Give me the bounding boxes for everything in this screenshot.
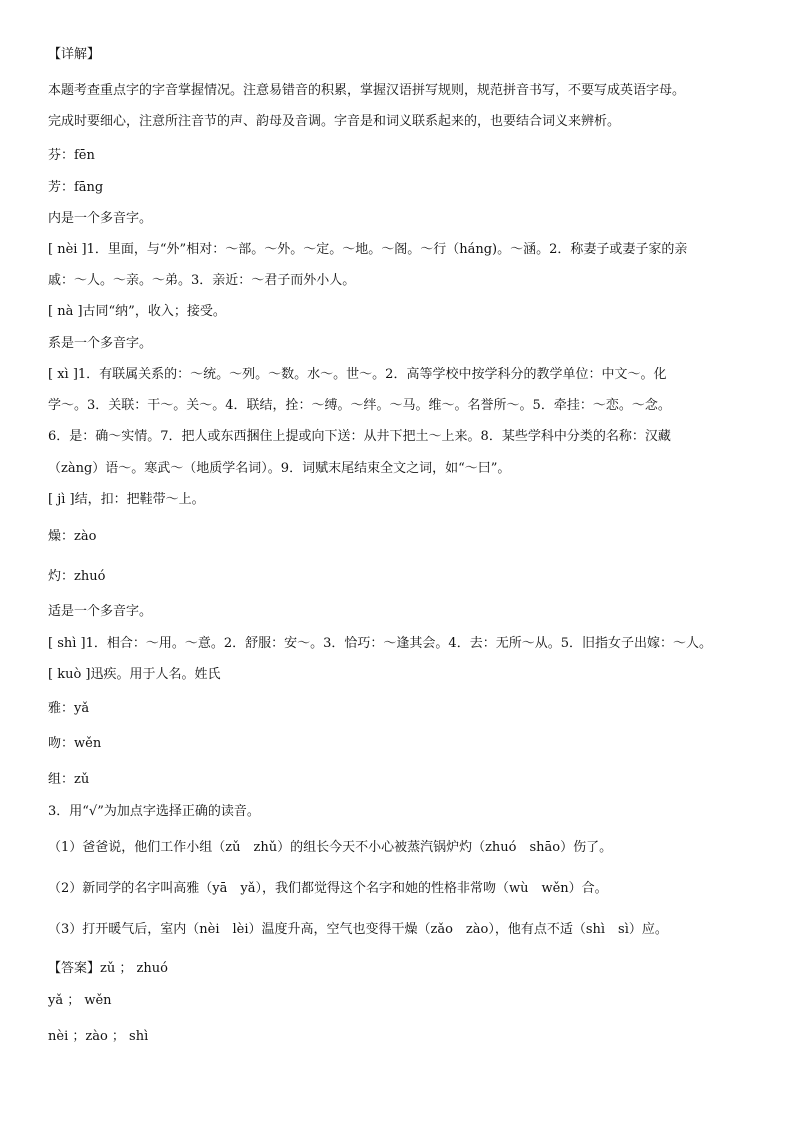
text-line: 内是一个多音字。 — [48, 211, 153, 226]
text-line: 6．是：确～实情。7．把人或东西捆住上提或向下送：从井下把土～上来。8．某些学科中分类的名称：汉藏 — [48, 429, 671, 444]
text-line: 雅：yǎ — [48, 701, 90, 716]
text-line: 组：zǔ — [48, 772, 90, 787]
text-line: 芳：fāng — [48, 180, 104, 195]
text-line: 芬：fēn — [48, 148, 95, 163]
section-heading-explanation: 【详解】 — [48, 47, 101, 62]
text-line: （zàng）语～。寒武～（地质学名词）。9．词赋末尾结束全文之词，如“～曰”。 — [48, 461, 511, 476]
text-line: 系是一个多音字。 — [48, 336, 153, 351]
text-line: 本题考查重点字的字音掌握情况。注意易错音的积累，掌握汉语拼写规则，规范拼音书写，不要写成英语字母。 — [48, 83, 686, 98]
text-line: 吻：wěn — [48, 736, 102, 751]
question-item-3: （3）打开暖气后，室内（nèi lèi）温度升高，空气也变得干燥（zǎo zào），他有点不适（shì sì）应。 — [48, 922, 668, 937]
question-item-1: （1）爸爸说，他们工作小组（zǔ zhǔ）的组长今天不小心被蒸汽锅炉灼（zhuó shāo）伤了。 — [48, 840, 613, 855]
text-line: [ kuò ]迅疾。用于人名。姓氏 — [48, 667, 221, 682]
answer-line: yǎ ； wěn — [48, 993, 112, 1008]
text-line: [ nà ]古同“纳”，收入；接受。 — [48, 304, 226, 319]
answer-line: nèi ；zào ； shì — [48, 1029, 149, 1044]
text-line: 学～。3．关联：干～。关～。4．联结，拴：～缚。～绊。～马。维～。名誉所～。5．牵挂：～恋。～念。 — [48, 398, 671, 413]
question-item-2: （2）新同学的名字叫高雅（yā yǎ），我们都觉得这个名字和她的性格非常吻（wù wěn）合。 — [48, 881, 608, 896]
text-line: 燥：zào — [48, 529, 97, 544]
text-line: [ nèi ]1．里面，与“外”相对：～部。～外。～定。～地。～阁。～行（háng)。～涵。2．称妻子或妻子家的亲 — [48, 242, 688, 257]
text-line: 完成时要细心，注意所注音节的声、韵母及音调。字音是和词义联系起来的，也要结合词义来辨析。 — [48, 114, 621, 129]
answer-line: 【答案】zǔ ； zhuó — [48, 961, 168, 976]
text-line: 灼：zhuó — [48, 569, 106, 584]
text-line: [ jì ]结，扣：把鞋带～上。 — [48, 492, 205, 507]
text-line: 戚：～人。～亲。～弟。3．亲近：～君子而外小人。 — [48, 273, 356, 288]
text-line: [ xì ]1．有联属关系的：～统。～列。～数。水～。世～。2．高等学校中按学科分的教学单位：中文～。化 — [48, 367, 667, 382]
text-line: [ shì ]1．相合：～用。～意。2．舒服：安～。3．恰巧：～逢其会。4．去：无所～从。5．旧指女子出嫁：～人。 — [48, 636, 712, 651]
question-heading: 3．用“√”为加点字选择正确的读音。 — [48, 804, 260, 819]
text-line: 适是一个多音字。 — [48, 604, 153, 619]
